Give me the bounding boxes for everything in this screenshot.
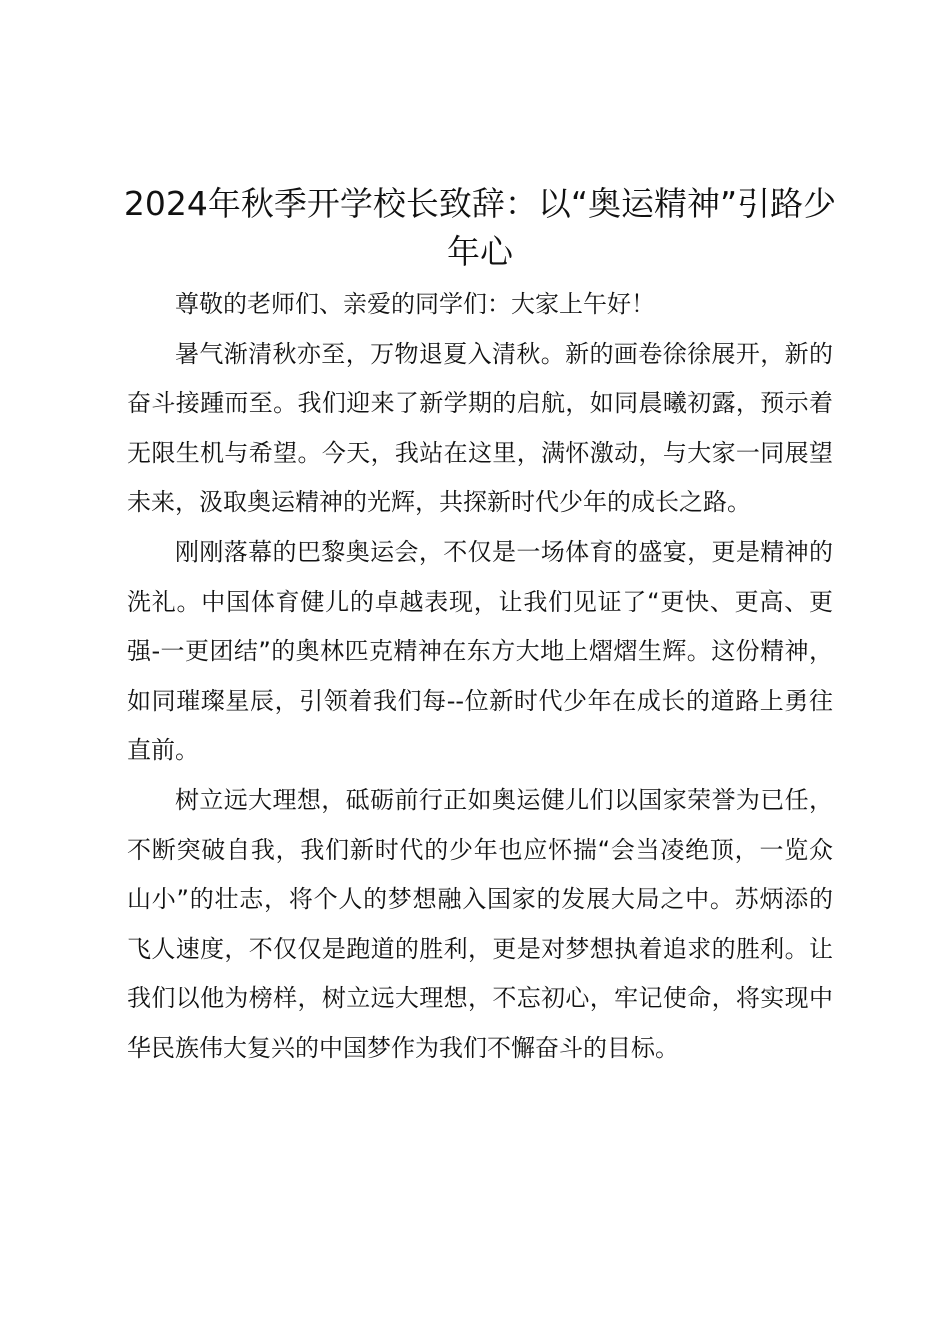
paragraph-ideals: 树立远大理想，砥砺前行正如奥运健儿们以国家荣誉为已任，不断突破自我，我们新时代的少年也应怀揣“会当凌绝顶，一览众山小”的壮志，将个人的梦想融入国家的发展大局之中。苏炳添的飞人速度，不仅仅是跑道的胜利，更是对梦想执着追求的胜利。让我们以他为榜样，树立远大理想，不忘初心，牢记使命，将实现中华民族伟大复兴的中国梦作为我们不懈奋斗的目标。	[127, 785, 833, 1062]
document-title: 2024年秋季开学校长致辞：以“奥运精神”引路少年心	[123, 184, 837, 271]
paragraph-opening: 暑气渐清秋亦至，万物退夏入清秋。新的画卷徐徐展开，新的奋斗接踵而至。我们迎来了新学期的启航，如同晨曦初露，预示着无限生机与希望。今天，我站在这里，满怀激动，与大家一同展望未来，汲取奥运精神的光辉，共探新时代少年的成长之路。	[127, 339, 833, 517]
paragraph-olympics: 刚刚落幕的巴黎奥运会，不仅是一场体育的盛宴，更是精神的洗礼。中国体育健儿的卓越表现，让我们见证了“更快、更高、更强-一更团结”的奥林匹克精神在东方大地上熠熠生辉。这份精神，如同璀璨星辰，引领着我们每--位新时代少年在成长的道路上勇往直前。	[127, 537, 833, 765]
paragraph-greeting: 尊敬的老师们、亲爱的同学们：大家上午好！	[175, 290, 655, 318]
document-body	[127, 280, 833, 1074]
